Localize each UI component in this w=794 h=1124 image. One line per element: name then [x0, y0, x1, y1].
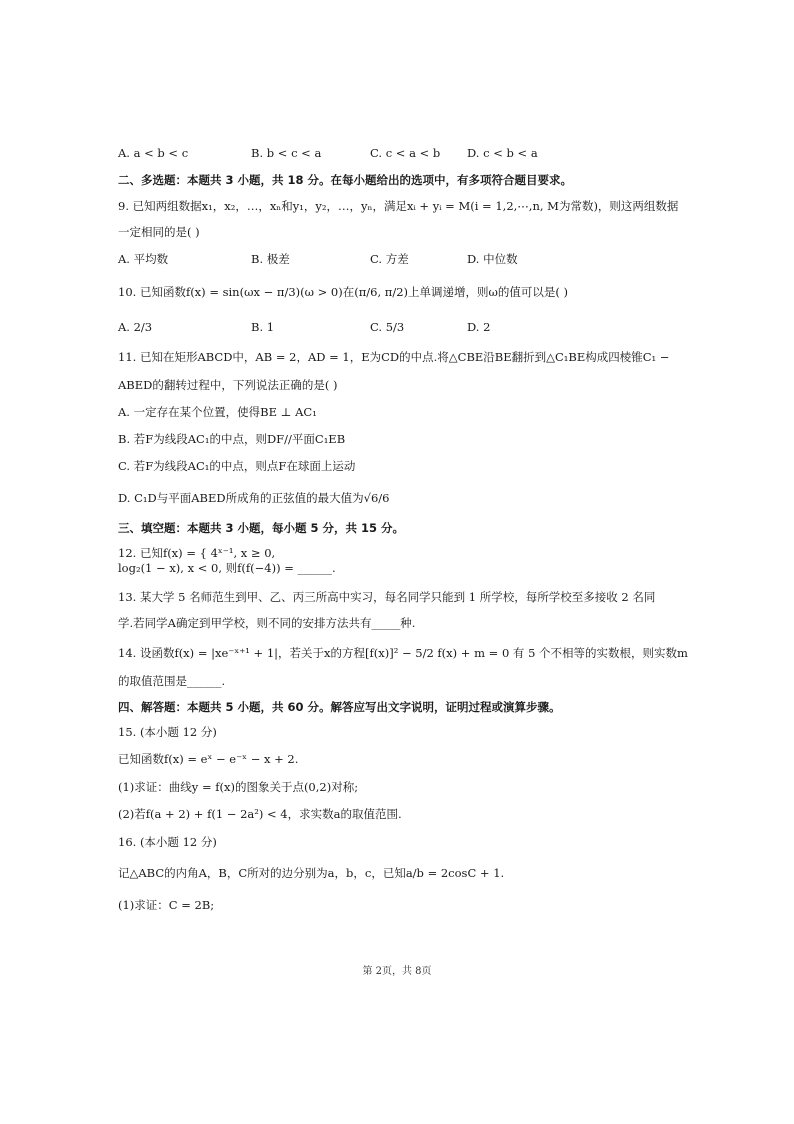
- q15-title: 15. (本小题 12 分): [118, 725, 217, 739]
- q15-part2: (2)若f(a + 2) + f(1 − 2a²) < 4，求实数a的取值范围.: [118, 807, 402, 821]
- q14-line1: 14. 设函数f(x) = |xe⁻ˣ⁺¹ + 1|，若关于x的方程[f(x)]² − 5/2 f(x) + m = 0 有 5 个不相等的实数根，则实数m: [118, 646, 688, 660]
- q9-option-d: D. 中位数: [467, 252, 518, 266]
- q8-option-d: D. c < b < a: [467, 146, 538, 160]
- q10-option-c: C. 5/3: [370, 320, 405, 334]
- q9-stem-line2: 一定相同的是( ): [118, 225, 200, 239]
- page-footer: 第 2页，共 8页: [362, 966, 432, 977]
- q16-stem: 记△ABC的内角A，B，C所对的边分别为a，b，c，已知a/b = 2cosC + 1.: [118, 866, 505, 880]
- q11-stem-line2: ABED的翻转过程中，下列说法正确的是( ): [118, 378, 338, 392]
- q9-option-b: B. 极差: [251, 252, 290, 266]
- q11-option-a: A. 一定存在某个位置，使得BE ⊥ AC₁: [118, 405, 317, 419]
- q9-option-a: A. 平均数: [118, 252, 169, 266]
- q10-option-d: D. 2: [467, 320, 491, 334]
- q13-line1: 13. 某大学 5 名师范生到甲、乙、丙三所高中实习，每名同学只能到 1 所学校，每所学校至多接收 2 名同: [118, 590, 656, 604]
- q15-part1: (1)求证：曲线y = f(x)的图象关于点(0,2)对称;: [118, 780, 359, 794]
- q11-option-c: C. 若F为线段AC₁的中点，则点F在球面上运动: [118, 459, 356, 473]
- q10-option-b: B. 1: [251, 320, 275, 334]
- q12-line2: log₂(1 − x), x < 0, 则f(f(−4)) = ______.: [118, 561, 336, 575]
- q8-option-a: A. a < b < c: [118, 146, 189, 160]
- q11-option-d: D. C₁D与平面ABED所成角的正弦值的最大值为√6/6: [118, 491, 390, 505]
- section3-header: 三、填空题：本题共 3 小题，每小题 5 分，共 15 分。: [118, 521, 405, 535]
- q14-line2: 的取值范围是______.: [118, 674, 226, 688]
- q8-option-b: B. b < c < a: [251, 146, 322, 160]
- section2-header: 二、多选题：本题共 3 小题，共 18 分。在每小题给出的选项中，有多项符合题目要求。: [118, 173, 573, 187]
- q10-stem: 10. 已知函数f(x) = sin(ωx − π/3)(ω > 0)在(π/6, π/2)上单调递增，则ω的值可以是( ): [118, 285, 569, 299]
- q9-option-c: C. 方差: [370, 252, 409, 266]
- q12-line1: 12. 已知f(x) = { 4ˣ⁻¹, x ≥ 0,: [118, 546, 276, 560]
- q11-option-b: B. 若F为线段AC₁的中点，则DF//平面C₁EB: [118, 432, 346, 446]
- q8-option-c: C. c < a < b: [370, 146, 441, 160]
- q16-title: 16. (本小题 12 分): [118, 835, 217, 849]
- q15-stem: 已知函数f(x) = eˣ − e⁻ˣ − x + 2.: [118, 752, 299, 766]
- q13-line2: 学.若同学A确定到甲学校，则不同的安排方法共有_____种.: [118, 616, 416, 630]
- q16-part1: (1)求证：C = 2B;: [118, 898, 215, 912]
- q10-option-a: A. 2/3: [118, 320, 153, 334]
- q9-stem-line1: 9. 已知两组数据x₁，x₂，…，xₙ和y₁，y₂，…，yₙ，满足xᵢ + yᵢ = M(i = 1,2,⋯,n, M为常数)，则这两组数据: [118, 199, 679, 213]
- section4-header: 四、解答题：本题共 5 小题，共 60 分。解答应写出文字说明，证明过程或演算步骤。: [118, 700, 561, 714]
- q11-stem-line1: 11. 已知在矩形ABCD中，AB = 2，AD = 1，E为CD的中点.将△CBE沿BE翻折到△C₁BE构成四棱锥C₁ −: [118, 350, 670, 364]
